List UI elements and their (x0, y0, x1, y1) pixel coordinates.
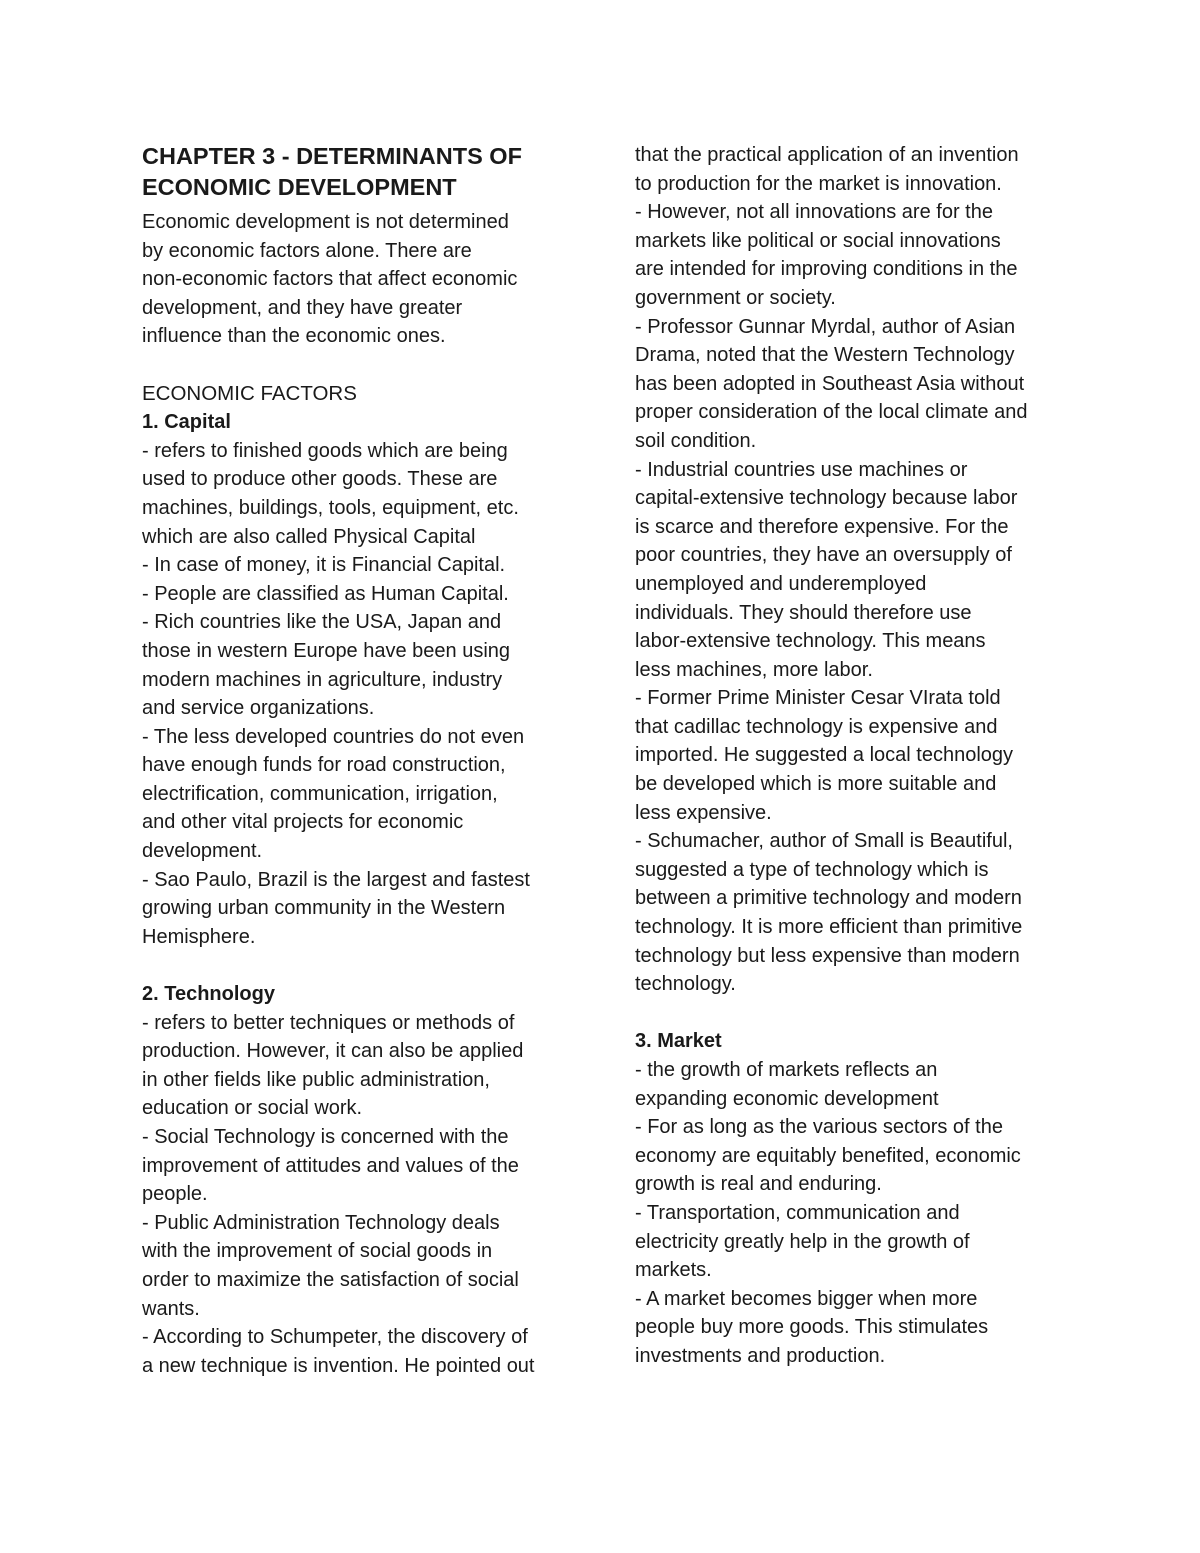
text-line: those in western Europe have been using (142, 639, 511, 662)
text-line: investments and production. (635, 1344, 886, 1367)
text-line: growth is real and enduring. (635, 1173, 882, 1196)
text-line: proper consideration of the local climate and (635, 401, 1028, 424)
text-line: are intended for improving conditions in the (635, 258, 1018, 281)
text-line: markets like political or social innovations (635, 229, 1001, 252)
technology-section (142, 980, 582, 1380)
text-line: that the practical application of an invention (635, 144, 1019, 166)
text-line: individuals. They should therefore use (635, 601, 972, 624)
text-line: electrification, communication, irrigation, (142, 782, 498, 805)
text-line: capital-extensive technology because labor (635, 487, 1018, 510)
text-line: production. However, it can also be applied (142, 1040, 524, 1063)
market-heading: 3. Market (635, 1030, 722, 1053)
text-line: is scarce and therefore expensive. For the (635, 515, 1009, 538)
text-line: technology. (635, 973, 736, 996)
text-line: development. (142, 840, 263, 863)
text-line: electricity greatly help in the growth of (635, 1230, 970, 1253)
text-line: - According to Schumpeter, the discovery of (142, 1326, 528, 1349)
text-line: which are also called Physical Capital (142, 525, 476, 548)
text-line: technology. It is more efficient than primitive (635, 916, 1023, 939)
text-line: used to produce other goods. These are (142, 468, 498, 491)
text-line: with the improvement of social goods in (142, 1240, 493, 1263)
text-line: unemployed and underemployed (635, 572, 927, 595)
chapter-title-line: ECONOMIC DEVELOPMENT (142, 174, 457, 200)
text-line: education or social work. (142, 1097, 363, 1120)
text-line: - Schumacher, author of Small is Beautiful, (635, 830, 1013, 853)
left-column (142, 141, 582, 1380)
text-line: have enough funds for road construction, (142, 754, 506, 777)
text-line: wants. (142, 1297, 200, 1320)
text-line: non-economic factors that affect economic (142, 268, 518, 291)
text-line: a new technique is invention. He pointed out (142, 1354, 535, 1377)
text-line: labor-extensive technology. This means (635, 630, 986, 653)
text-line: - Rich countries like the USA, Japan and (142, 611, 502, 634)
text-line: markets. (635, 1259, 712, 1282)
section-heading: ECONOMIC FACTORS (142, 381, 357, 405)
text-line: less machines, more labor. (635, 658, 873, 681)
text-line: order to maximize the satisfaction of social (142, 1268, 519, 1291)
text-line: and service organizations. (142, 697, 375, 720)
text-line: people buy more goods. This stimulates (635, 1316, 989, 1339)
text-line: has been adopted in Southeast Asia without (635, 372, 1025, 395)
capital-section (142, 408, 582, 951)
capital-heading: 1. Capital (142, 411, 231, 434)
text-line: growing urban community in the Western (142, 897, 506, 920)
technology-heading: 2. Technology (142, 983, 275, 1006)
text-line: - In case of money, it is Financial Capital. (142, 554, 506, 577)
text-line: soil condition. (635, 429, 757, 452)
text-line: in other fields like public administration, (142, 1068, 490, 1091)
text-line: - A market becomes bigger when more (635, 1287, 978, 1310)
text-line: - Sao Paulo, Brazil is the largest and fastest (142, 868, 530, 891)
text-line: poor countries, they have an oversupply of (635, 544, 1012, 567)
text-line: - refers to finished goods which are being (142, 439, 508, 462)
text-line: imported. He suggested a local technology (635, 744, 1014, 767)
text-line: - Transportation, communication and (635, 1201, 960, 1224)
text-line: - Former Prime Minister Cesar VIrata told (635, 687, 1001, 710)
text-line: by economic factors alone. There are (142, 239, 472, 262)
text-line: between a primitive technology and modern (635, 887, 1022, 910)
text-line: influence than the economic ones. (142, 325, 446, 348)
text-line: improvement of attitudes and values of the (142, 1154, 519, 1177)
text-line: and other vital projects for economic (142, 811, 464, 834)
text-line: - Industrial countries use machines or (635, 458, 968, 481)
text-line: - However, not all innovations are for the (635, 201, 993, 224)
text-line: Hemisphere. (142, 925, 256, 948)
text-line: - Professor Gunnar Myrdal, author of Asian (635, 315, 1016, 338)
text-line: suggested a type of technology which is (635, 858, 989, 881)
text-line: people. (142, 1183, 208, 1206)
text-line: - The less developed countries do not even (142, 725, 525, 748)
text-line: be developed which is more suitable and (635, 773, 997, 796)
text-line: - For as long as the various sectors of the (635, 1116, 1003, 1139)
text-line: - People are classified as Human Capital. (142, 582, 509, 605)
text-line: that cadillac technology is expensive and (635, 715, 998, 738)
text-line: - refers to better techniques or methods of (142, 1011, 515, 1034)
right-column (635, 141, 1075, 1371)
market-section (635, 1027, 1075, 1370)
text-line: Economic development is not determined (142, 211, 509, 233)
intro-paragraph (142, 208, 582, 351)
chapter-title (142, 141, 582, 203)
text-line: Drama, noted that the Western Technology (635, 344, 1015, 367)
text-line: economy are equitably benefited, economic (635, 1144, 1021, 1167)
technology-section-continued (635, 141, 1075, 999)
text-line: - Social Technology is concerned with the (142, 1126, 509, 1148)
text-line: less expensive. (635, 801, 772, 824)
text-line: - Public Administration Technology deals (142, 1211, 500, 1234)
text-line: to production for the market is innovation. (635, 172, 1002, 195)
text-line: technology but less expensive than modern (635, 944, 1020, 967)
text-line: - the growth of markets reflects an (635, 1059, 938, 1081)
text-line: modern machines in agriculture, industry (142, 668, 503, 691)
chapter-title-line: CHAPTER 3 - DETERMINANTS OF (142, 143, 522, 169)
text-line: development, and they have greater (142, 296, 463, 319)
text-line: machines, buildings, tools, equipment, etc. (142, 496, 519, 519)
text-line: expanding economic development (635, 1087, 939, 1110)
text-line: government or society. (635, 286, 836, 309)
